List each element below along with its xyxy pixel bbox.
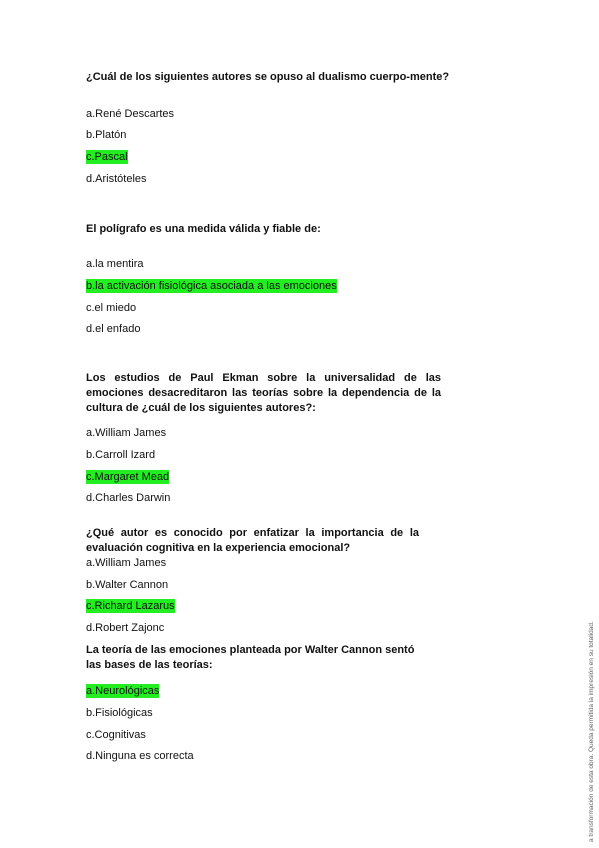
question-2-option-a[interactable]: a.la mentira bbox=[86, 258, 144, 270]
question-5-option-c[interactable]: c.Cognitivas bbox=[86, 729, 146, 741]
question-3-option-d[interactable]: d.Charles Darwin bbox=[86, 492, 171, 504]
question-5-text: La teoría de las emociones planteada por Walter Cannon sentó las bases de las teorías: bbox=[86, 644, 415, 671]
question-2-option-b[interactable]: b.la activación fisiológica asociada a las emociones bbox=[86, 280, 337, 292]
question-4-text: ¿Qué autor es conocido por enfatizar la importancia de la evaluación cognitiva en la experiencia emocional? bbox=[86, 527, 419, 554]
question-4-option-d[interactable]: d.Robert Zajonc bbox=[86, 622, 165, 634]
question-3-option-b[interactable]: b.Carroll Izard bbox=[86, 449, 156, 461]
question-1-option-b[interactable]: b.Platón bbox=[86, 129, 127, 141]
question-5-option-b[interactable]: b.Fisiológicas bbox=[86, 707, 153, 719]
side-note: a transformación de esta obra. Queda permitida la impresión en su totalidad. bbox=[588, 621, 595, 842]
question-5-option-a[interactable]: a.Neurológicas bbox=[86, 685, 160, 697]
question-4-option-a[interactable]: a.William James bbox=[86, 557, 167, 569]
question-1-text: ¿Cuál de los siguientes autores se opuso al dualismo cuerpo-mente? bbox=[86, 71, 450, 83]
question-2-text: El polígrafo es una medida válida y fiable de: bbox=[86, 223, 321, 235]
question-4-option-c[interactable]: c.Richard Lazarus bbox=[86, 600, 175, 612]
question-2-option-c[interactable]: c.el miedo bbox=[86, 302, 137, 314]
question-1-option-d[interactable]: d.Aristóteles bbox=[86, 173, 147, 185]
question-1-option-c[interactable]: c.Pascal bbox=[86, 151, 128, 163]
question-4-option-b[interactable]: b.Walter Cannon bbox=[86, 579, 169, 591]
question-3-option-c[interactable]: c.Margaret Mead bbox=[86, 471, 170, 483]
question-1-option-a[interactable]: a.René Descartes bbox=[86, 108, 175, 120]
question-5-option-d[interactable]: d.Ninguna es correcta bbox=[86, 750, 194, 762]
question-3-option-a[interactable]: a.William James bbox=[86, 427, 167, 439]
question-3-text: Los estudios de Paul Ekman sobre la universalidad de las emociones desacreditaron las teorías sobre la dependencia de la cultura de ¿cuál de los siguientes autores?: bbox=[86, 372, 441, 414]
question-2-option-d[interactable]: d.el enfado bbox=[86, 323, 141, 335]
